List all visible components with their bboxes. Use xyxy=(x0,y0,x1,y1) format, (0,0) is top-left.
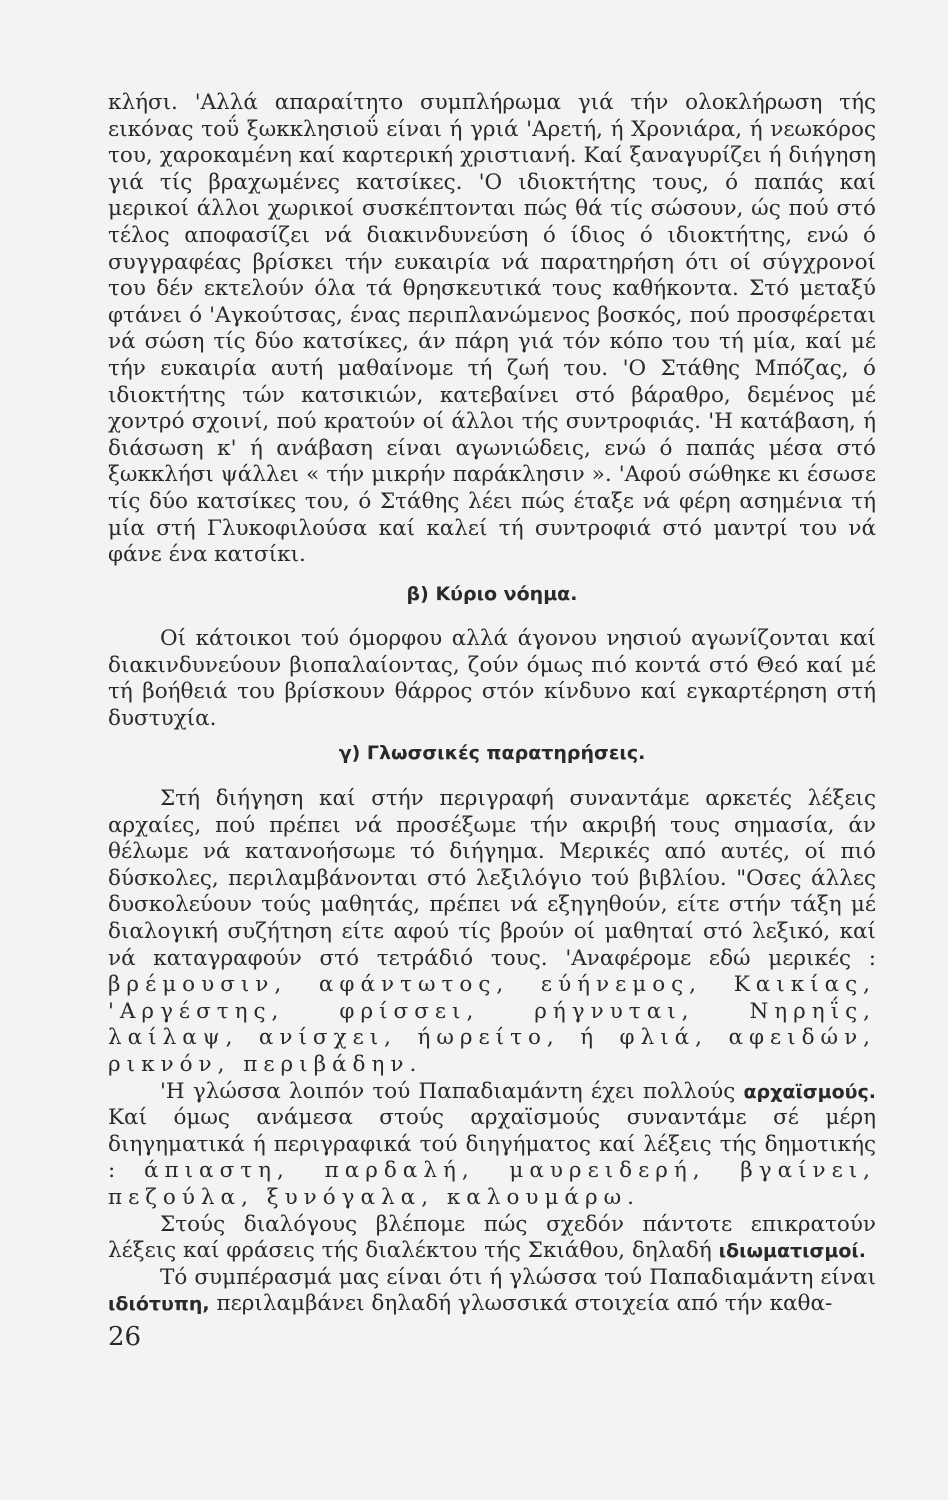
archaic-words-list: βρέμουσιν, αφάντωτος, εύήνεμος, Καικίας, 'Αργέστης, φρίσσει, ρήγνυται, Νηρηΐς, λαίλαψ, ανίσχει, ήωρείτο, ή φλιά, αφειδών, ρικνόν, περιβάδην. xyxy=(108,972,876,1077)
section-c-text xyxy=(108,786,876,1318)
idiosyncratic-term: ιδιότυπη, xyxy=(108,1293,210,1316)
dialect-intro: Στούς διαλόγους βλέπομε πώς σχεδόν πάντοτε επικρατούν λέξεις καί φράσεις τής διαλέκτου τής Σκιάθου, δηλαδή xyxy=(108,1211,876,1264)
conclusion-rest: περιλαμβάνει δηλαδή γλωσσικά στοιχεία από τήν καθα- xyxy=(216,1291,833,1317)
summary-paragraph: κλήσι. 'Αλλά απαραίτητο συμπλήρωμα γιά τήν ολοκλήρωση τής εικόνας τοΰ ξωκκλησιοΰ είναι ή γριά 'Αρετή, ή Χρονιάρα, ή νεωκόρος του, χαροκαμένη καί καρτερική χριστιανή. Καί ξαναγυρίζει ή διήγηση γιά τίς βραχωμένες κατσίκες. 'Ο ιδιοκτήτης τους, ό παπάς καί μερικοί άλλοι χωρικοί συσκέπτονται πώς θά τίς σώσουν, ώς πού στό τέλος αποφασίζει νά διακινδυνεύση ό ίδιος ό ιδιοκτήτης, ενώ ό συγγραφέας βρίσκει τήν ευκαιρία νά παρατηρήση ότι οί σύγχρονοί του δέν εκτελούν όλα τά θρησκευτικά τους καθήκοντα. Στό μεταξύ φτάνει ό 'Αγκούτσας, ένας περιπλανώμενος βοσκός, πού προσφέρεται νά σώση τίς δύο κατσίκες, άν πάρη γιά τόν κόπο του τή μία, καί μέ τήν ευκαιρία αυτή μαθαίνομε τή ζωή του. 'Ο Στάθης Μπόζας, ό ιδιοκτήτης τών κατσικιών, κατεβαίνει στό βάραθρο, δεμένος μέ χοντρό σχοινί, πού κρατούν οί άλλοι τής συντροφιάς. 'Η κατάβαση, ή διάσωση κ' ή ανάβαση είναι αγωνιώδεις, ενώ ό παπάς μέσα στό ξωκκλήσι ψάλλει « τήν μικρήν παράκλησιν ». 'Αφού σώθηκε κι έσωσε τίς δύο κατσίκες του, ό Στάθης λέει πώς έταξε νά φέρη ασημένια τή μία στή Γλυκοφιλούσα καί καλεί τή συντροφιά στό μαντρί του νά φάνε ένα κατσίκι. xyxy=(108,90,876,568)
demotic-intro: 'Η γλώσσα λοιπόν τού Παπαδιαμάντη έχει πολλούς xyxy=(160,1078,736,1104)
demotic-middle: Καί όμως ανάμεσα στούς αρχαϊσμούς συναντάμε σέ μέρη διηγηματικά ή περιγραφικά τού διηγήματος καί λέξεις τής δημοτικής : xyxy=(108,1105,876,1184)
demotic-words-list: άπιαστη, παρδαλή, μαυρειδερή, βγαίνει, πεζούλα, ξυνόγαλα, καλουμάρω. xyxy=(108,1158,876,1210)
page-number: 26 xyxy=(108,1322,142,1352)
section-a-text xyxy=(108,90,876,569)
section-b-text xyxy=(108,626,876,732)
main-meaning-paragraph: Οί κάτοικοι τού όμορφου αλλά άγονου νησιού αγωνίζονται καί διακινδυνεύουν βιοπαλαίοντας, ζούν όμως πιό κοντά στό Θεό καί μέ τή βοήθειά του βρίσκουν θάρρος στόν κίνδυνο καί εγκαρτέρηση στή δυστυχία. xyxy=(108,626,876,731)
conclusion-paragraph xyxy=(108,1265,876,1318)
heading-main-meaning: β) Κύριο νόημα. xyxy=(406,583,578,605)
demotic-words-paragraph xyxy=(108,1079,876,1212)
conclusion-intro: Τό συμπέρασμά μας είναι ότι ή γλώσσα τού Παπαδιαμάντη είναι xyxy=(160,1264,876,1290)
archaic-words-paragraph xyxy=(108,786,876,1079)
heading-language-notes: γ) Γλωσσικές παρατηρήσεις. xyxy=(338,742,646,764)
archaisms-term: αρχαϊσμούς. xyxy=(743,1080,876,1103)
idioms-term: ιδιωματισμοί. xyxy=(718,1240,866,1263)
dialect-paragraph xyxy=(108,1212,876,1265)
archaic-words-intro: Στή διήγηση καί στήν περιγραφή συναντάμε αρκετές λέξεις αρχαίες, πού πρέπει νά προσέξωμε τήν ακριβή τους σημασία, άν θέλωμε νά κατανοήσωμε τό διήγημα. Μερικές από αυτές, οί πιό δύσκολες, περιλαμβάνονται στό λεξιλόγιο τού βιβλίου. "Οσες άλλες δυσκολεύουν τούς μαθητάς, πρέπει νά εξηγηθούν, είτε στήν τάξη μέ διαλογική συζήτηση είτε αφού τίς βρούν οί μαθηταί στό λεξικό, καί νά καταγραφούν στό τετράδιό τους. 'Αναφέρομε εδώ μερικές : xyxy=(108,786,876,971)
